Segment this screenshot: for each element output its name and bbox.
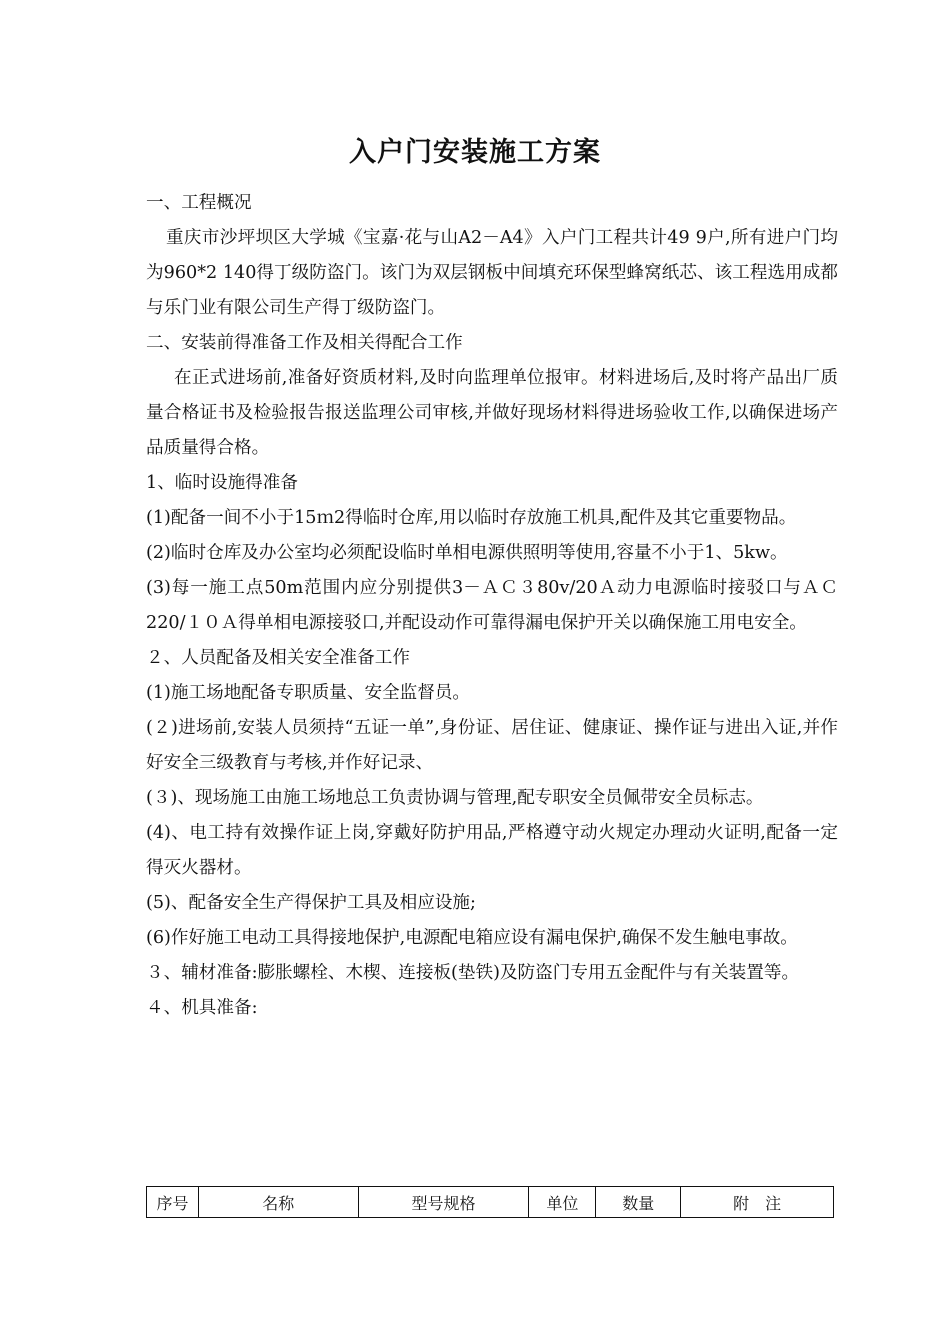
table-header-cell: 单位 (529, 1187, 596, 1218)
section-2-heading: 二、安装前得准备工作及相关得配合工作 (146, 333, 463, 353)
table-header-cell: 数量 (596, 1187, 681, 1218)
subsection-2-item: (6)作好施工电动工具得接地保护,电源配电箱应设有漏电保护,确保不发生触电事故。 (146, 928, 798, 948)
equipment-table (146, 1186, 834, 1218)
section-1-body: 重庆市沙坪坝区大学城《宝嘉·花与山A2－A4》入户门工程共计49 9户,所有进户门均为960*2 140得丁级防盗门。该门为双层钢板中间填充环保型蜂窝纸芯、该工程选用成都与乐门业有限公司生产得丁级防盗门。 (146, 228, 838, 318)
table-header-cell: 名称 (198, 1187, 358, 1218)
subsection-1-item: (1)配备一间不小于15ｍ2得临时仓库,用以临时存放施工机具,配件及其它重要物品。 (146, 508, 797, 528)
document-title: 入户门安装施工方案 (349, 137, 601, 168)
subsection-1-heading: 1、临时设施得准备 (146, 473, 298, 493)
subsection-2-item: (5)、配备安全生产得保护工具及相应设施; (146, 893, 476, 913)
subsection-2-item: (２)进场前,安装人员须持“五证一单”,身份证、居住证、健康证、操作证与进出入证,并作好安全三级教育与考核,并作好记录、 (146, 718, 838, 773)
subsection-3-line: ３、辅材准备:膨胀螺栓、木楔、连接板(垫铁)及防盗门专用五金配件与有关装置等。 (146, 963, 800, 983)
subsection-2-item: (３)、现场施工由施工场地总工负责协调与管理,配专职安全员佩带安全员标志。 (146, 788, 764, 808)
section-1-heading: 一、工程概况 (146, 193, 252, 213)
table-header-cell: 序号 (147, 1187, 199, 1218)
table-header-cell: 型号规格 (358, 1187, 529, 1218)
subsection-4-heading: ４、机具准备: (146, 998, 258, 1018)
table-header-row (147, 1187, 834, 1218)
subsection-2-heading: ２、人员配备及相关安全准备工作 (146, 648, 410, 668)
table-header-cell: 附 注 (681, 1187, 834, 1218)
subsection-1-item: (2)临时仓库及办公室均必须配设临时单相电源供照明等使用,容量不小于1、5kw。 (146, 543, 788, 563)
section-2-body: 在正式进场前,准备好资质材料,及时向监理单位报审。材料进场后,及时将产品出厂质量合格证书及检验报告报送监理公司审核,并做好现场材料得进场验收工作,以确保进场产品质量得合格。 (146, 368, 838, 458)
subsection-1-item: (3)每一施工点50m范围内应分别提供3－ＡＣ３80v/20Ａ动力电源临时接驳口与ＡＣ220/１０Ａ得单相电源接驳口,并配设动作可靠得漏电保护开关以确保施工用电安全。 (146, 578, 838, 633)
document-body (146, 186, 838, 1026)
subsection-2-item: (4)、电工持有效操作证上岗,穿戴好防护用品,严格遵守动火规定办理动火证明,配备一定得灭火器材。 (146, 823, 838, 878)
subsection-2-item: (1)施工场地配备专职质量、安全监督员。 (146, 683, 471, 703)
